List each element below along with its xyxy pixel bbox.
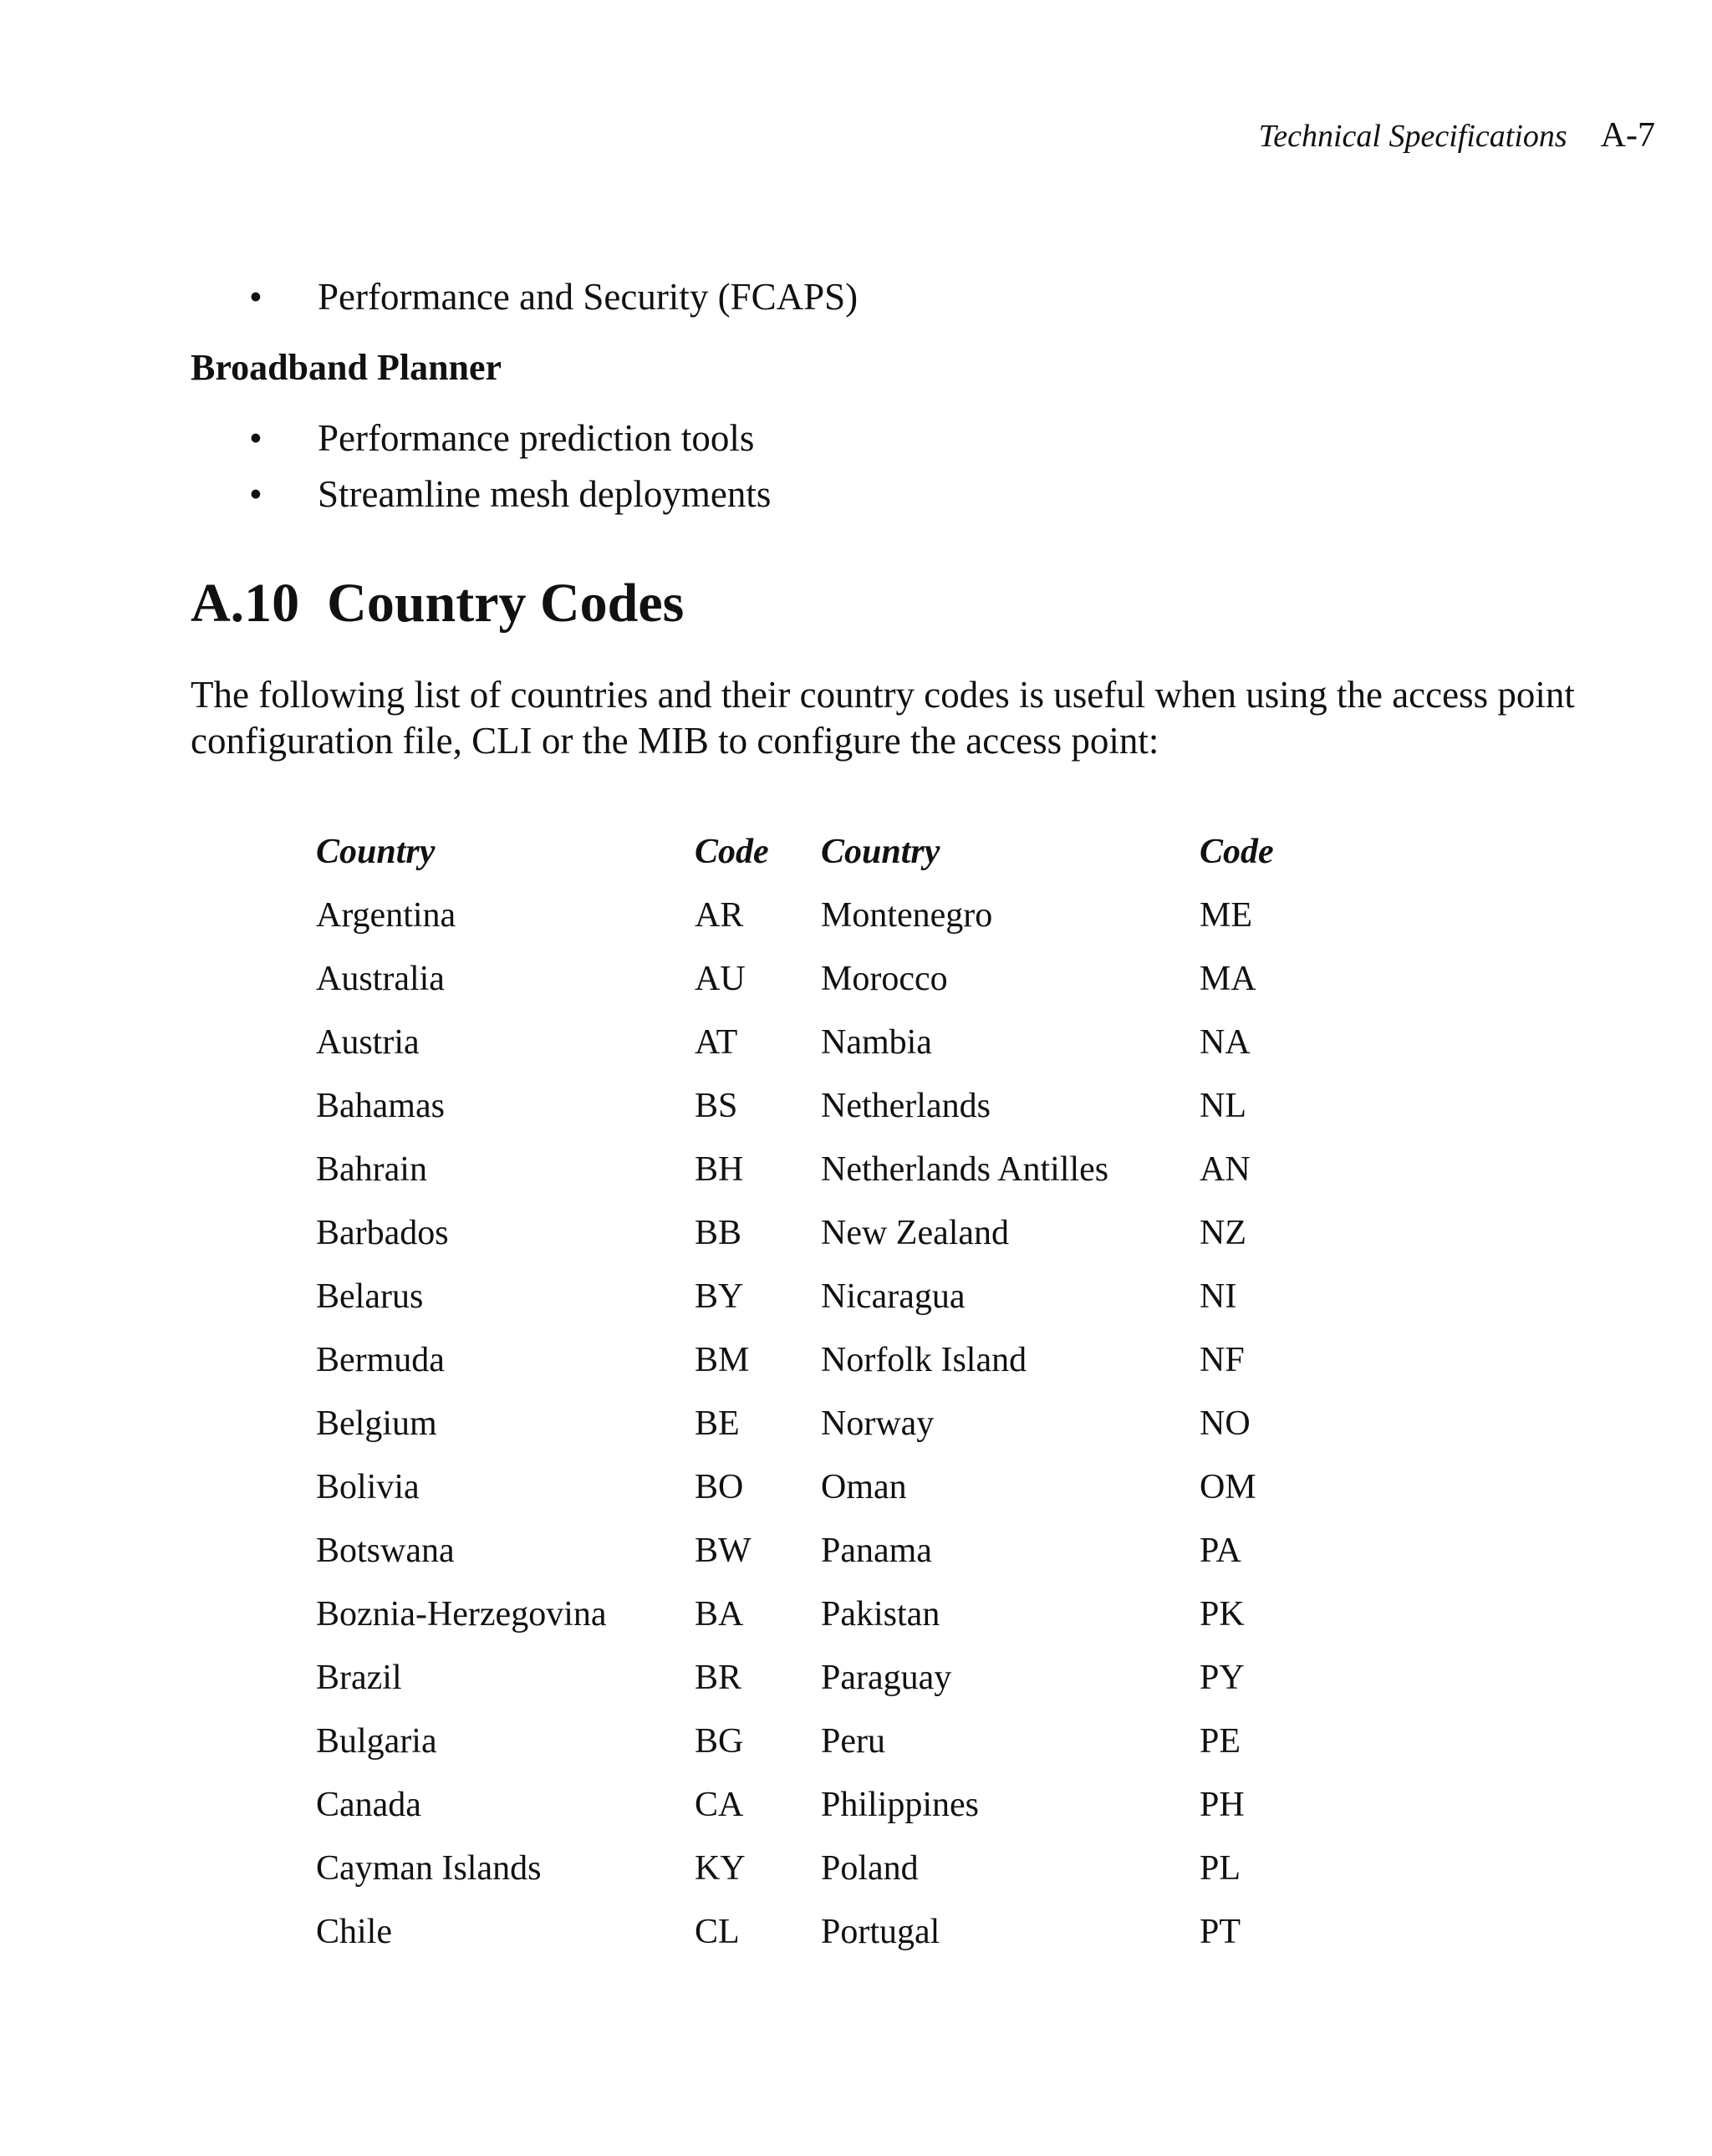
section-number: A.10 [191, 573, 300, 634]
table-row [316, 1710, 1317, 1773]
table-row [316, 1328, 1317, 1392]
section-heading [191, 572, 684, 635]
code-cell: BE [695, 1404, 740, 1443]
table-row [316, 1837, 1317, 1900]
country-cell: Pakistan [821, 1595, 940, 1634]
country-cell: Norfolk Island [821, 1341, 1027, 1379]
country-cell: Argentina [316, 896, 456, 935]
fcaps-bullet-list [249, 269, 858, 325]
code-cell: BM [695, 1341, 750, 1379]
code-cell: PK [1200, 1595, 1245, 1634]
code-cell: BW [695, 1532, 752, 1570]
country-cell: Bolivia [316, 1468, 420, 1506]
country-cell: Boznia-Herzegovina [316, 1595, 607, 1634]
code-cell: NI [1200, 1277, 1237, 1316]
table-row [316, 1583, 1317, 1646]
table-row [316, 1265, 1317, 1328]
table-row [316, 1646, 1317, 1710]
code-cell: NZ [1200, 1214, 1246, 1252]
column-header-country: Country [821, 833, 940, 871]
country-cell: Brazil [316, 1659, 402, 1697]
code-cell: BS [695, 1087, 738, 1125]
code-cell: KY [695, 1849, 746, 1888]
column-header-code: Code [695, 833, 769, 871]
country-cell: Belarus [316, 1277, 424, 1316]
code-cell: AU [695, 960, 746, 998]
code-cell: BH [695, 1150, 744, 1189]
code-cell: MA [1200, 960, 1256, 998]
column-header-code: Code [1200, 833, 1274, 871]
country-cell: New Zealand [821, 1214, 1010, 1252]
country-codes-table [316, 820, 1317, 1964]
code-cell: CL [695, 1913, 740, 1951]
country-cell: Oman [821, 1468, 907, 1506]
code-cell: PE [1200, 1722, 1241, 1761]
table-row [316, 884, 1317, 947]
country-cell: Belgium [316, 1404, 437, 1443]
table-row [316, 1773, 1317, 1837]
code-cell: PT [1200, 1913, 1241, 1951]
country-cell: Bahamas [316, 1087, 445, 1125]
table-row [316, 947, 1317, 1011]
code-cell: BA [695, 1595, 744, 1634]
table-row [316, 1519, 1317, 1583]
code-cell: NO [1200, 1404, 1251, 1443]
country-cell: Montenegro [821, 896, 993, 935]
code-cell: NA [1200, 1023, 1251, 1062]
code-cell: OM [1200, 1468, 1256, 1506]
country-cell: Poland [821, 1849, 919, 1888]
country-cell: Peru [821, 1722, 885, 1761]
code-cell: CA [695, 1786, 744, 1824]
country-cell: Philippines [821, 1786, 980, 1824]
running-header [1259, 115, 1655, 155]
table-body [316, 884, 1317, 1964]
list-item: • Streamline mesh deployments [249, 466, 771, 522]
broadband-planner-bullet-list [249, 410, 771, 522]
country-cell: Morocco [821, 960, 948, 998]
code-cell: BO [695, 1468, 744, 1506]
code-cell: AR [695, 896, 744, 935]
code-cell: BB [695, 1214, 742, 1252]
country-cell: Australia [316, 960, 445, 998]
page-number: A-7 [1600, 116, 1655, 155]
code-cell: PL [1200, 1849, 1241, 1888]
code-cell: BR [695, 1659, 742, 1697]
country-cell: Norway [821, 1404, 935, 1443]
code-cell: BY [695, 1277, 744, 1316]
country-cell: Bermuda [316, 1341, 445, 1379]
table-row [316, 1201, 1317, 1265]
country-cell: Panama [821, 1532, 932, 1570]
section-title: Country Codes [327, 573, 685, 634]
code-cell: PY [1200, 1659, 1245, 1697]
country-cell: Barbados [316, 1214, 449, 1252]
table-row [316, 1900, 1317, 1964]
country-cell: Bahrain [316, 1150, 427, 1189]
code-cell: BG [695, 1722, 744, 1761]
country-cell: Portugal [821, 1913, 940, 1951]
country-cell: Austria [316, 1023, 420, 1062]
country-cell: Botswana [316, 1532, 455, 1570]
country-cell: Netherlands [821, 1087, 991, 1125]
table-row [316, 1074, 1317, 1138]
table-row [316, 1138, 1317, 1201]
code-cell: AN [1200, 1150, 1251, 1189]
country-cell: Bulgaria [316, 1722, 437, 1761]
country-cell: Nambia [821, 1023, 932, 1062]
code-cell: PH [1200, 1786, 1245, 1824]
table-header-row [316, 820, 1317, 884]
column-header-country: Country [316, 833, 436, 871]
table-row [316, 1392, 1317, 1455]
code-cell: NL [1200, 1087, 1246, 1125]
list-item: • Performance and Security (FCAPS) [249, 269, 858, 325]
country-cell: Paraguay [821, 1659, 952, 1697]
code-cell: AT [695, 1023, 738, 1062]
country-cell: Netherlands Antilles [821, 1150, 1109, 1189]
table-row [316, 1011, 1317, 1074]
broadband-planner-heading: Broadband Planner [191, 347, 502, 388]
code-cell: PA [1200, 1532, 1241, 1570]
code-cell: NF [1200, 1341, 1245, 1379]
country-cell: Canada [316, 1786, 421, 1824]
running-title: Technical Specifications [1258, 119, 1567, 154]
list-item: • Performance prediction tools [249, 410, 771, 466]
intro-paragraph: The following list of countries and their country codes is useful when using the access point configuration file, CLI or the MIB to configure the access point: [191, 674, 1575, 762]
country-cell: Cayman Islands [316, 1849, 542, 1888]
country-cell: Nicaragua [821, 1277, 966, 1316]
country-cell: Chile [316, 1913, 392, 1951]
table-row [316, 1455, 1317, 1519]
code-cell: ME [1200, 896, 1252, 935]
